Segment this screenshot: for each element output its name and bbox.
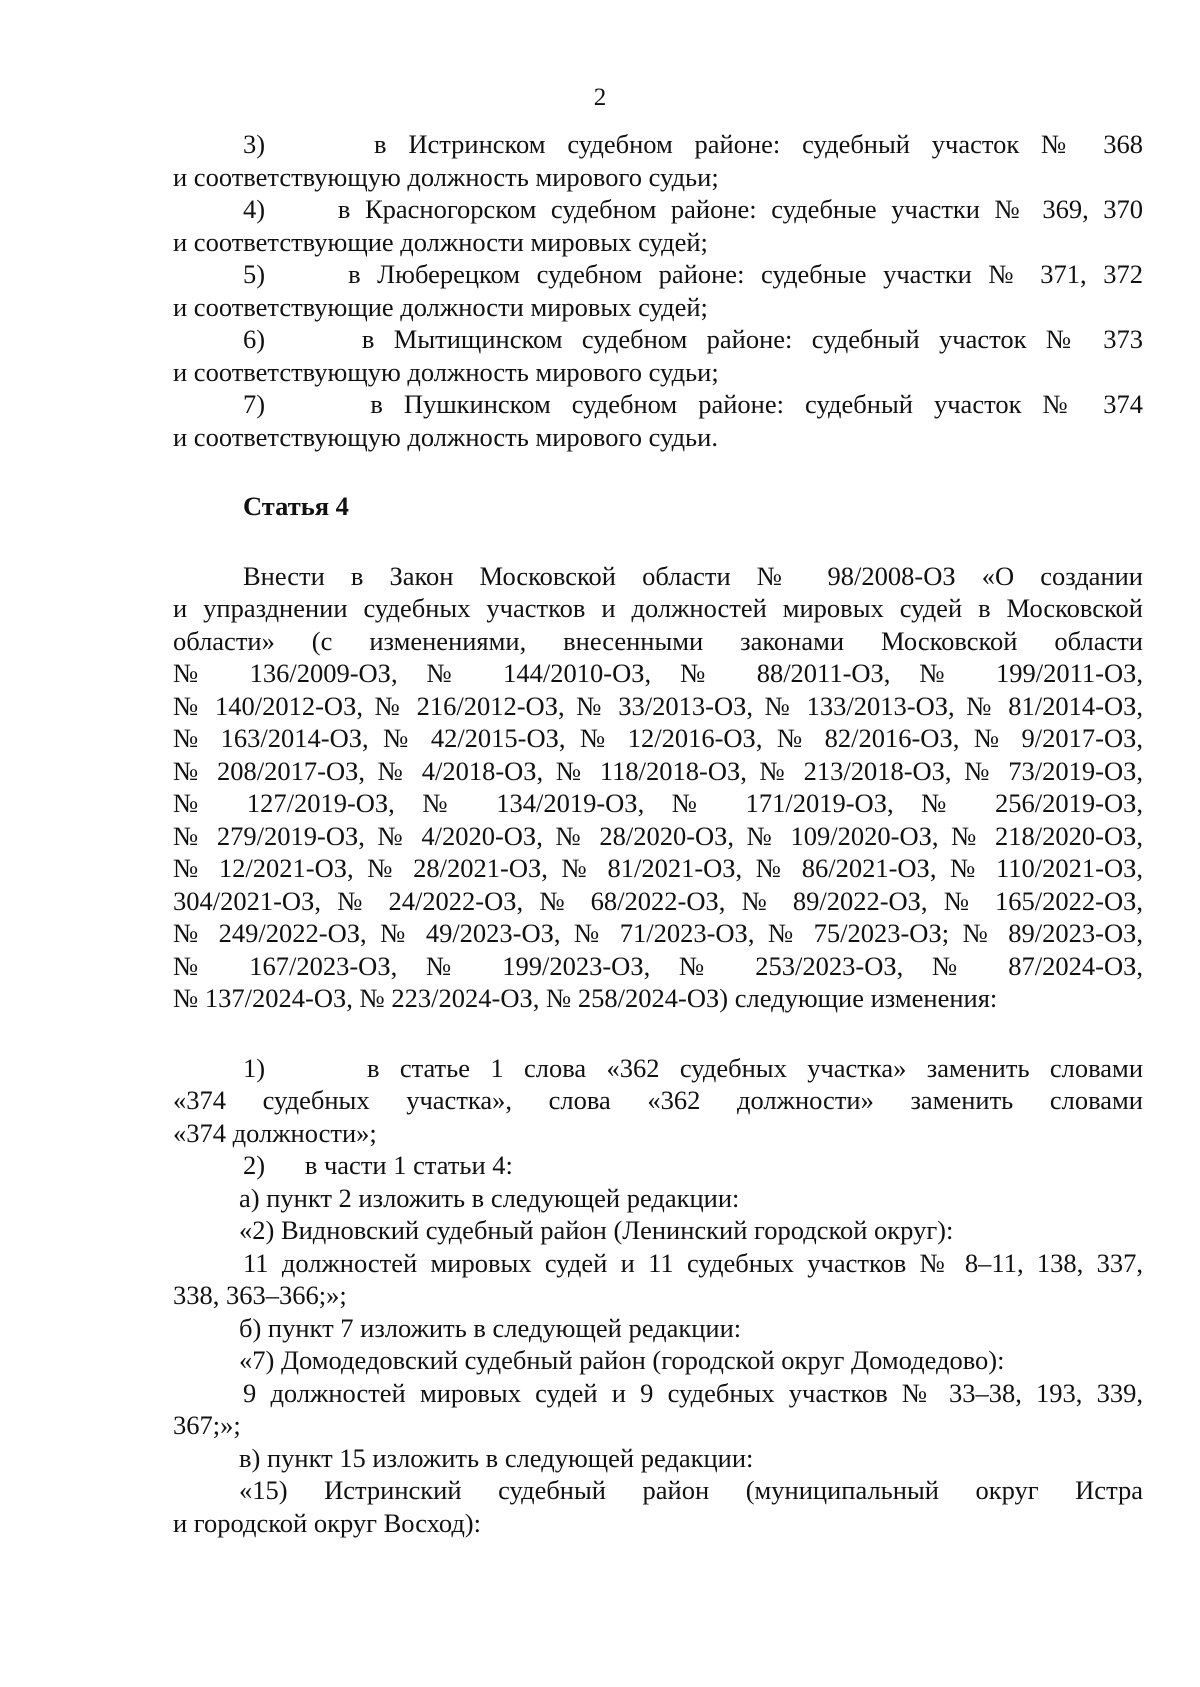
amendment-quote-line: 9 должностей мировых судей и 9 судебных участков № 33–38, 193, 339, xyxy=(243,1377,1143,1408)
amendment-quote-line: «15) Истринский судебный район (муниципальный округ Истра xyxy=(239,1475,1143,1505)
paragraph-line: № 279/2019-ОЗ, № 4/2020-ОЗ, № 28/2020-ОЗ, № 109/2020-ОЗ, № 218/2020-ОЗ, xyxy=(173,820,1143,851)
list-item-line: и соответствующую должность мирового судьи; xyxy=(173,161,719,192)
list-item xyxy=(173,388,1143,453)
amendment-quote-line: 11 должностей мировых судей и 11 судебных участков № 8–11, 138, 337, xyxy=(243,1247,1143,1278)
paragraph-line: области» (с изменениями, внесенными законами Московской области xyxy=(173,625,1143,656)
amendment-item-line: «374 судебных участка», слова «362 должности» заменить словами xyxy=(173,1085,1143,1115)
paragraph-line: № 163/2014-ОЗ, № 42/2015-ОЗ, № 12/2016-ОЗ, № 82/2016-ОЗ, № 9/2017-ОЗ, xyxy=(173,723,1143,753)
paragraph-line: № 137/2024-ОЗ, № 223/2024-ОЗ, № 258/2024-ОЗ) следующие изменения: xyxy=(173,983,998,1013)
list-item-line: и соответствующую должность мирового судьи. xyxy=(173,421,718,452)
amendment-item-line: 2) в части 1 статьи 4: xyxy=(243,1150,513,1180)
amendment-item-line: 1) в статье 1 слова «362 судебных участка» заменить словами xyxy=(243,1052,1144,1083)
paragraph-line: 304/2021-ОЗ, № 24/2022-ОЗ, № 68/2022-ОЗ, № 89/2022-ОЗ, № 165/2022-ОЗ, xyxy=(173,885,1143,916)
list-item-line: 4) в Красногорском судебном районе: судебные участки № 369, 370 xyxy=(243,194,1144,224)
amendment-quote-line: 367;»; xyxy=(173,1410,241,1440)
list-item-line: 5) в Люберецком судебном районе: судебные участки № 371, 372 xyxy=(243,259,1144,289)
list-item-line: и соответствующие должности мировых судей; xyxy=(173,226,708,257)
amendment-subitem: б) пункт 7 изложить в следующей редакции: xyxy=(239,1312,742,1343)
paragraph-line: № 140/2012-ОЗ, № 216/2012-ОЗ, № 33/2013-ОЗ, № 133/2013-ОЗ, № 81/2014-ОЗ, xyxy=(173,690,1143,721)
list-item xyxy=(173,128,1143,193)
amendment-quote-line: 338, 363–366;»; xyxy=(173,1280,347,1310)
paragraph-line: и упразднении судебных участков и должностей мировых судей в Московской xyxy=(173,593,1143,623)
page-number: 2 xyxy=(593,84,607,111)
paragraph-line: № 136/2009-ОЗ, № 144/2010-ОЗ, № 88/2011-ОЗ, № 199/2011-ОЗ, xyxy=(173,658,1143,688)
list-item xyxy=(173,258,1143,323)
list-item-line: 7) в Пушкинском судебном районе: судебный участок № 374 xyxy=(243,389,1143,419)
paragraph-line: № 249/2022-ОЗ, № 49/2023-ОЗ, № 71/2023-ОЗ, № 75/2023-ОЗ; № 89/2023-ОЗ, xyxy=(173,918,1143,948)
amendment-quote-line: и городской округ Восход): xyxy=(173,1507,481,1538)
list-item-line: 6) в Мытищинском судебном районе: судебный участок № 373 xyxy=(243,324,1144,354)
paragraph-line: № 208/2017-ОЗ, № 4/2018-ОЗ, № 118/2018-ОЗ, № 213/2018-ОЗ, № 73/2019-ОЗ, xyxy=(173,755,1143,786)
list-item-line: и соответствующие должности мировых судей; xyxy=(173,291,708,322)
amendment-quote-title: «7) Домодедовский судебный район (городской округ Домодедово): xyxy=(239,1345,1005,1375)
article-intro-paragraph xyxy=(173,560,1143,1015)
list-item xyxy=(173,193,1143,258)
list-item-line: 3) в Истринском судебном районе: судебный участок № 368 xyxy=(243,129,1143,159)
list-item-line: и соответствующую должность мирового судьи; xyxy=(173,356,719,387)
amendment-subitem: а) пункт 2 изложить в следующей редакции: xyxy=(239,1182,740,1213)
document-body xyxy=(173,128,1143,1539)
paragraph-line: Внести в Закон Московской области № 98/2008-ОЗ «О создании xyxy=(243,560,1143,591)
article-heading: Статья 4 xyxy=(243,491,349,521)
list-item xyxy=(173,323,1143,388)
paragraph-line: № 127/2019-ОЗ, № 134/2019-ОЗ, № 171/2019-ОЗ, № 256/2019-ОЗ, xyxy=(173,788,1143,818)
amendment-item-line: «374 должности»; xyxy=(173,1117,377,1148)
amendment-subitem: в) пункт 15 изложить в следующей редакции: xyxy=(239,1442,754,1473)
paragraph-line: № 12/2021-ОЗ, № 28/2021-ОЗ, № 81/2021-ОЗ, № 86/2021-ОЗ, № 110/2021-ОЗ, xyxy=(173,853,1143,883)
amendment-quote-title: «2) Видновский судебный район (Ленинский городской округ): xyxy=(239,1215,954,1245)
paragraph-line: № 167/2023-ОЗ, № 199/2023-ОЗ, № 253/2023-ОЗ, № 87/2024-ОЗ, xyxy=(173,950,1143,981)
amendments-list xyxy=(173,1052,1143,1540)
